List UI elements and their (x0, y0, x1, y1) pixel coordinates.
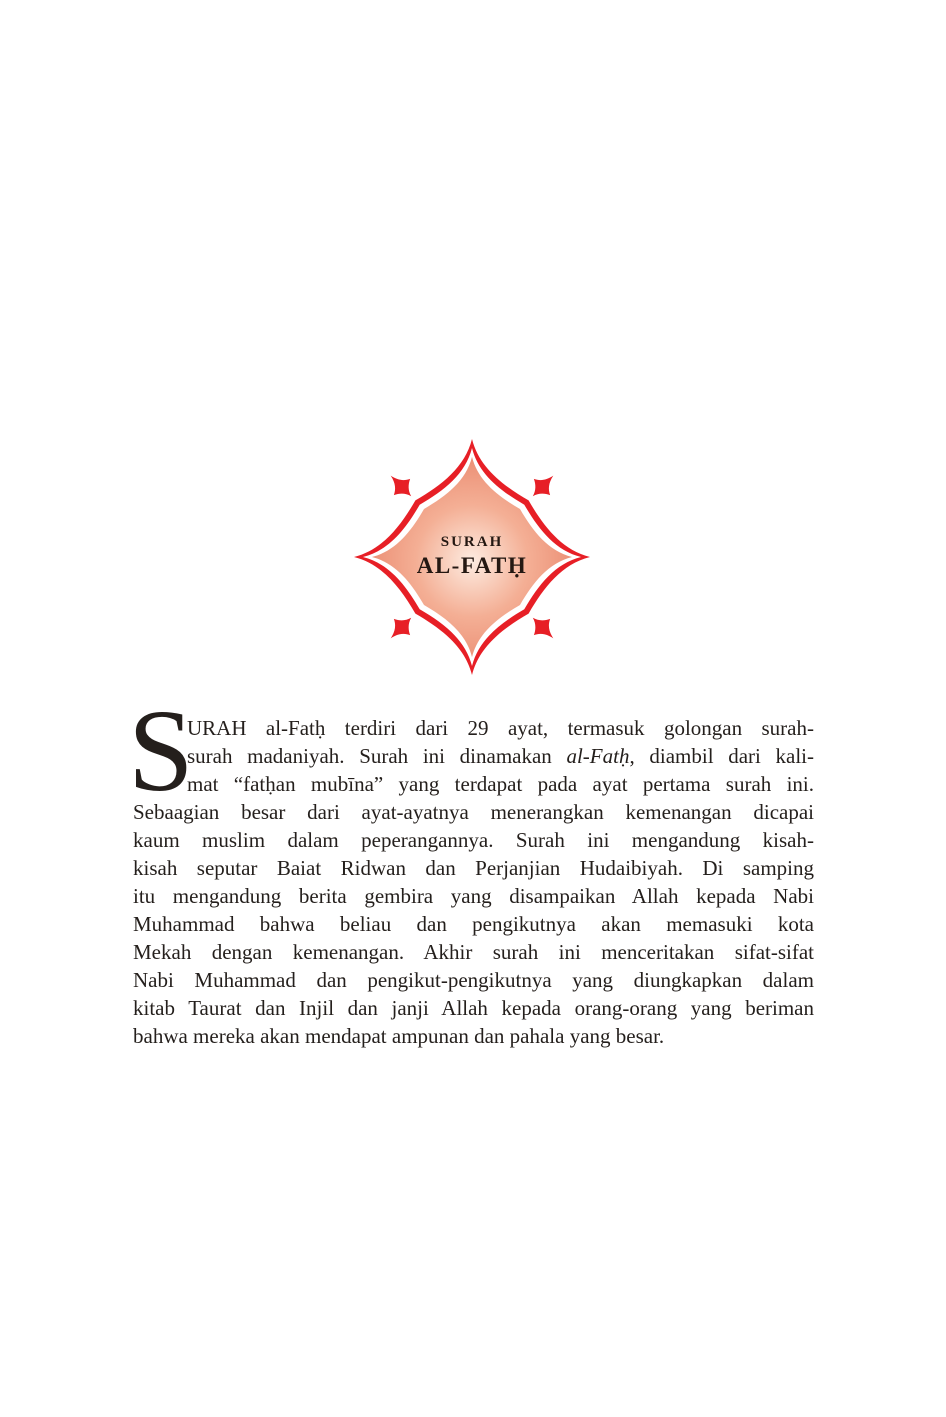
drop-cap: S (128, 685, 194, 816)
text-run: URAH al-Fatḥ terdiri dari 29 ayat, termasuk golongan surah- (187, 716, 814, 740)
medallion-title-large: AL-FATḤ (416, 553, 528, 579)
surah-medallion (347, 432, 597, 682)
italic-term: al-Fatḥ (566, 744, 630, 768)
text-run: kaum muslim dalam peperangannya. Surah ini mengandung kisah- (133, 828, 814, 852)
text-run: Mekah dengan kemenangan. Akhir surah ini menceritakan sifat-sifat (133, 940, 814, 964)
paragraph-line (133, 966, 814, 994)
paragraph-line (133, 910, 814, 938)
paragraph-line (133, 1022, 814, 1050)
paragraph-line (133, 770, 814, 798)
text-run: Sebaagian besar dari ayat-ayatnya menerangkan kemenangan dicapai (133, 800, 814, 824)
intro-paragraph (133, 714, 814, 1050)
paragraph-lines (133, 714, 814, 1050)
text-run: itu mengandung berita gembira yang disampaikan Allah kepada Nabi (133, 884, 814, 908)
paragraph-line (133, 742, 814, 770)
paragraph-line (133, 798, 814, 826)
paragraph-line (133, 714, 814, 742)
text-run: surah madaniyah. Surah ini dinamakan (187, 744, 567, 768)
paragraph-line (133, 826, 814, 854)
text-run: , diambil dari kali- (629, 744, 814, 768)
text-run: Muhammad bahwa beliau dan pengikutnya akan memasuki kota (133, 912, 814, 936)
medallion-title (347, 432, 597, 682)
paragraph-line (133, 854, 814, 882)
medallion-title-small: SURAH (440, 534, 504, 551)
paragraph-line (133, 938, 814, 966)
text-run: Nabi Muhammad dan pengikut-pengikutnya yang diungkapkan dalam (133, 968, 814, 992)
text-run: kisah seputar Baiat Ridwan dan Perjanjian Hudaibiyah. Di samping (133, 856, 814, 880)
text-run: mat “fatḥan mubīna” yang terdapat pada ayat pertama surah ini. (187, 772, 814, 796)
paragraph-line (133, 882, 814, 910)
text-run: bahwa mereka akan mendapat ampunan dan pahala yang besar. (133, 1024, 665, 1048)
text-run: kitab Taurat dan Injil dan janji Allah kepada orang-orang yang beriman (133, 996, 814, 1020)
paragraph-line (133, 994, 814, 1022)
